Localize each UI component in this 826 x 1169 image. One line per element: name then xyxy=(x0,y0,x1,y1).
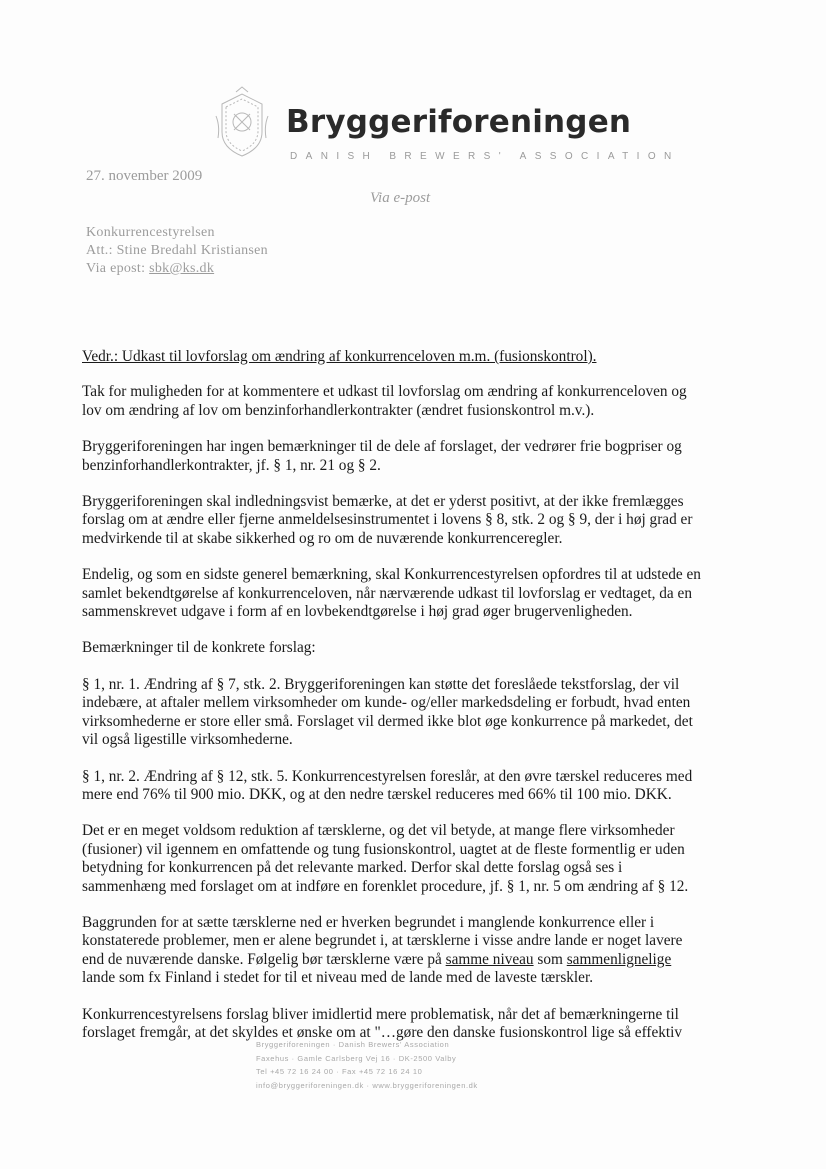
email-prefix: Via epost: xyxy=(86,261,150,276)
recipient-email-link[interactable]: sbk@ks.dk xyxy=(149,261,215,276)
letterhead-footer xyxy=(256,1038,478,1092)
recipient-address xyxy=(86,224,268,278)
footer-line: info@bryggeriforeningen.dk · www.bryggeriforeningen.dk xyxy=(256,1080,478,1090)
footer-line: Bryggeriforeningen · Danish Brewers' Association xyxy=(256,1040,450,1049)
paragraph: § 1, nr. 2. Ændring af § 12, stk. 5. Konkurrencestyrelsen foreslår, at den øvre tærskel reduceres med mere end 76% til 900 mio. DKK, og at den nedre tærskel reduceres med 66% til 100 mio. DKK. xyxy=(82,767,693,803)
letter-body xyxy=(82,348,708,1060)
recipient-attention: Att.: Stine Bredahl Kristiansen xyxy=(86,243,268,258)
paragraph: Endelig, og som en sidste generel bemærkning, skal Konkurrencestyrelsen opfordres til at udstede en samlet bekendtgørelse af konkurrenceloven, når nærværende udkast til lovforslag er vedtaget, da en sammenskrevet udgave i form af en lovbekendtgørelse i høj grad øger brugervenligheden. xyxy=(82,566,701,621)
brand-subtitle: DANISH BREWERS' ASSOCIATION xyxy=(290,151,680,162)
paragraph: Det er en meget voldsom reduktion af tærsklerne, og det vil betyde, at mange flere virksomheder (fusioner) vil igennem en omfattende og tung fusionskontrol, uagtet at de fleste formentlig er uden betydning for konkurrencen på det relevante marked. Derfor skal dette forslag også ses i sammenhæng med forslaget om at indføre en forenklet procedure, jf. § 1, nr. 5 om ændring af § 12. xyxy=(82,822,689,895)
paragraph: Konkurrencestyrelsens forslag bliver imidlertid mere problematisk, når det af bemærkningerne til forslaget fremgår, at det skyldes et ønske om at "…gøre den danske fusionskontrol lige så effektiv xyxy=(82,1005,683,1041)
paragraph: Bemærkninger til de konkrete forslag: xyxy=(82,639,316,657)
footer-line: Tel +45 72 16 24 00 · Fax +45 72 16 24 10 xyxy=(256,1067,423,1076)
letter-date: 27. november 2009 xyxy=(86,168,203,184)
paragraph: § 1, nr. 1. Ændring af § 7, stk. 2. Bryggeriforeningen kan støtte det foreslåede tekstforslag, der vil indebære, at aftaler mellem virksomheder om kunde- og/eller markedsdeling er forbudt, hvad enten virksomhederne er store eller små. Forslaget vil dermed ikke blot øge konkurrence på markedet, det vil også ligestille virksomhederne. xyxy=(82,675,693,749)
delivery-method: Via e-post xyxy=(370,190,431,206)
text-run: Baggrunden for at sætte tærsklerne ned er hverken begrundet i manglende konkurrence eller i konstaterede problemer, men er alene begrundet i, at tærsklerne i visse andre lande er noget lavere end de nuværende danske. Følgelig bør tærsklerne være på xyxy=(82,913,683,968)
paragraph: Bryggeriforeningen skal indledningsvist bemærke, at det er yderst positivt, at der ikke fremlægges forslag om at ændre eller fjerne anmeldelsesinstrumentet i lovens § 8, stk. 2 og § 9, der i høj grad er medvirkende til at skabe sikkerhed og ro om de nuværende konkurrenceregler. xyxy=(82,493,693,547)
recipient-org: Konkurrencestyrelsen xyxy=(86,225,215,240)
text-run: lande som fx Finland i stedet for til et niveau med de lande med de laveste tærskler. xyxy=(82,969,594,987)
paragraph: Bryggeriforeningen har ingen bemærkninger til de dele af forslaget, der vedrører frie bogpriser og benzinforhandlerkontrakter, jf. § 1, nr. 21 og § 2. xyxy=(82,438,682,474)
footer-line: Faxehus · Gamle Carlsberg Vej 16 · DK-2500 Valby xyxy=(256,1053,457,1063)
text-run: som xyxy=(533,950,567,968)
subject-line: Vedr.: Udkast til lovforslag om ændring af konkurrenceloven m.m. (fusionskontrol). xyxy=(82,348,597,365)
recipient-email-line xyxy=(86,260,268,278)
brand-name: Bryggeriforeningen xyxy=(286,104,632,140)
underlined-text: sammenlignelige xyxy=(566,950,672,968)
paragraph xyxy=(82,914,708,988)
crest-logo-icon xyxy=(212,86,272,162)
paragraph: Tak for muligheden for at kommentere et udkast til lovforslag om ændring af konkurrenceloven og lov om ændring af lov om benzinforhandlerkontrakter (ændret fusionskontrol m.v.). xyxy=(82,383,687,419)
underlined-text: samme niveau xyxy=(445,950,534,968)
